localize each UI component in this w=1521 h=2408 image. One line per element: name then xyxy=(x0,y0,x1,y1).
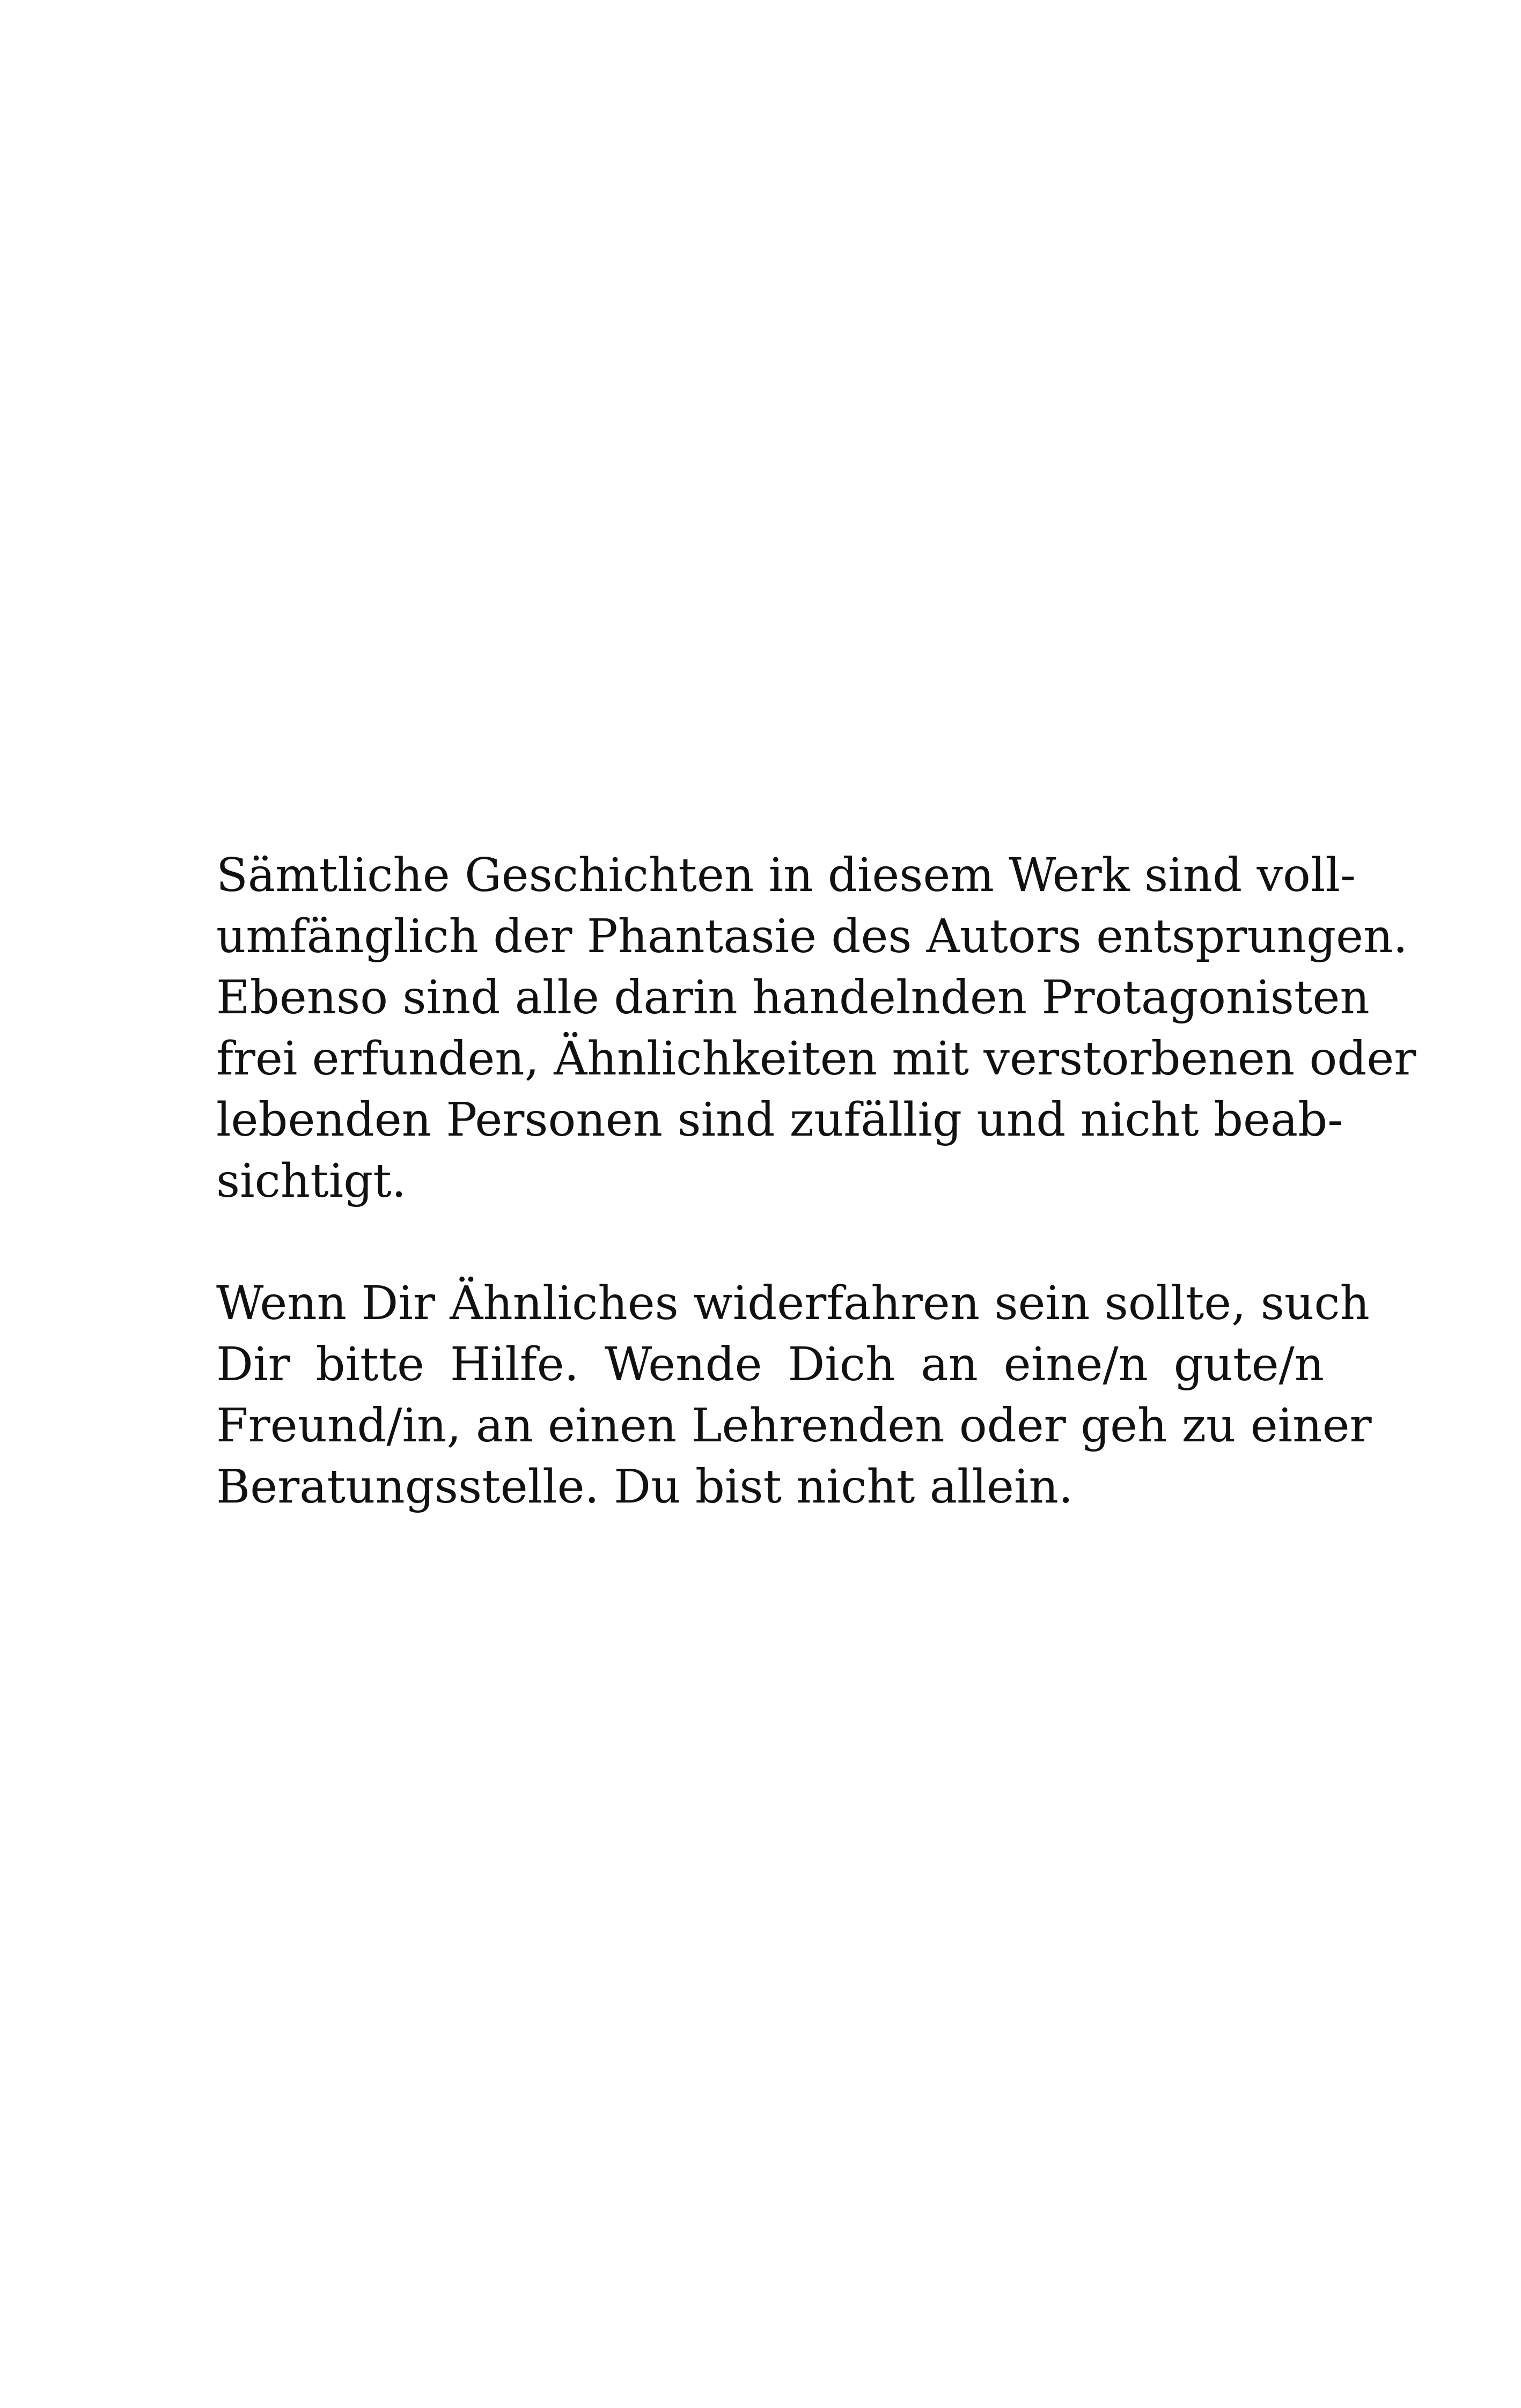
paragraph-line: sichtigt. xyxy=(216,1154,407,1208)
paragraph-line: frei erfunden, Ähnlichkeiten mit verstorbenen oder xyxy=(216,1032,1416,1086)
paragraph-line: Dir bitte Hilfe. Wende Dich an eine/n gute/n xyxy=(216,1338,1324,1391)
paragraph-line: umfänglich der Phantasie des Autors entsprungen. xyxy=(216,910,1408,963)
paragraph-line: Freund/in, an einen Lehrenden oder geh zu einer xyxy=(216,1399,1372,1453)
paragraph-line: Beratungsstelle. Du bist nicht allein. xyxy=(216,1460,1074,1514)
help-paragraph xyxy=(216,1273,1372,1518)
paragraph-line: lebenden Personen sind zufällig und nicht beab- xyxy=(216,1093,1343,1147)
paragraph-line: Wenn Dir Ähnliches widerfahren sein sollte, such xyxy=(216,1277,1370,1330)
paragraph-line: Sämtliche Geschichten in diesem Werk sind voll- xyxy=(216,849,1356,902)
disclaimer-text-block xyxy=(216,845,1416,1518)
paragraph-line: Ebenso sind alle darin handelnden Protagonisten xyxy=(216,971,1370,1025)
disclaimer-paragraph xyxy=(216,845,1416,1212)
